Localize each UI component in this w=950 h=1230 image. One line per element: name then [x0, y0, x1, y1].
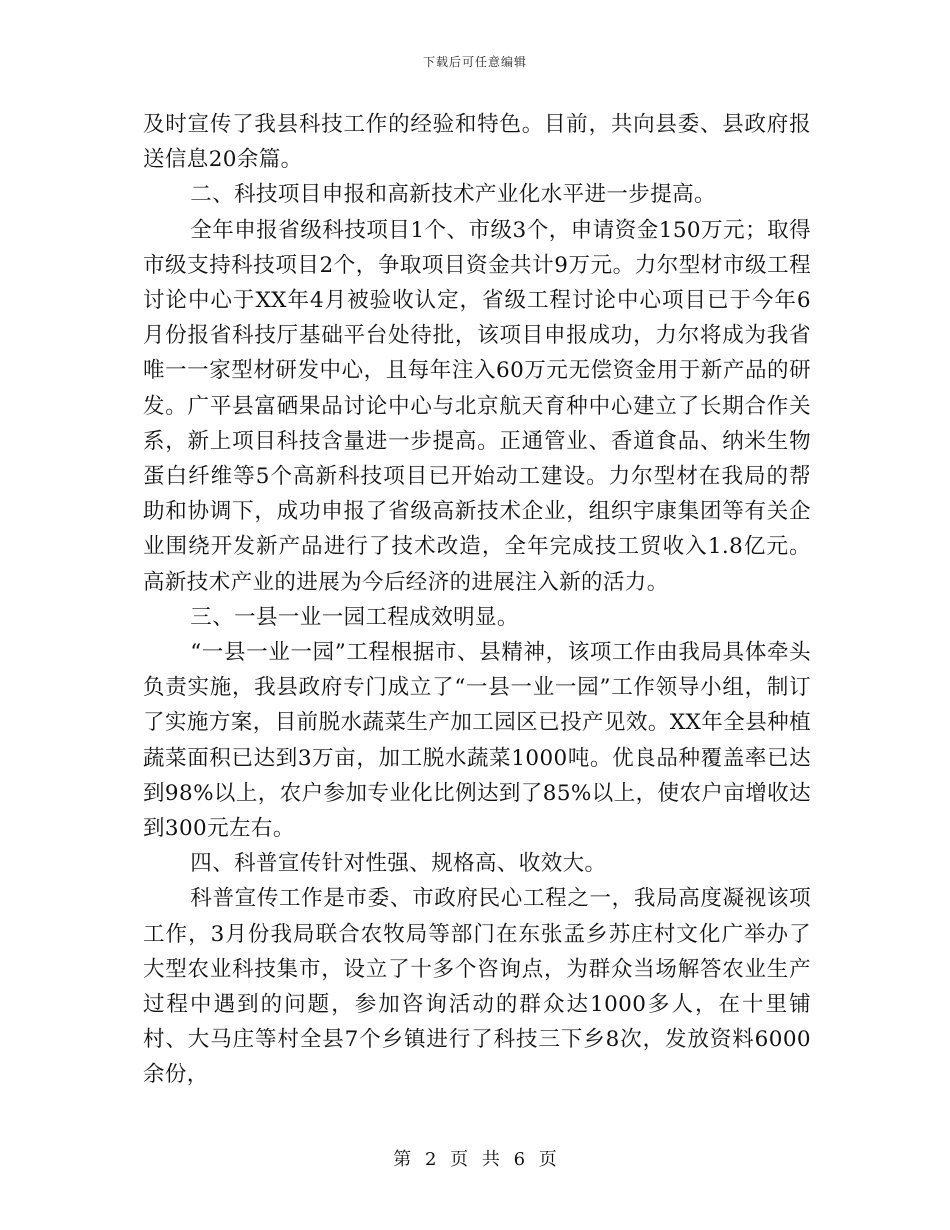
section-heading-4: 四、科普宣传针对性强、规格高、收效大。 — [190, 851, 607, 877]
section-heading-2: 二、科技项目申报和高新技术产业化水平进一步提高。 — [190, 182, 716, 208]
paragraph-4: 科普宣传工作是市委、市政府民心工程之一，我局高度凝视该项工作，3月份我局联合农牧局等部门在东张孟乡苏庄村文化广举办了大型农业科技集市，设立了十多个咨询点，为群众当场解答农业生产过程中遇到的问题，参加咨询活动的群众达1000多人，在十里铺村、大马庄等村全县7个乡镇进行了科技三下乡8次，发放资料6000余份， — [143, 886, 811, 1088]
paragraph-3: “一县一业一园”工程根据市、县精神，该项工作由我局具体牵头负责实施，我县政府专门成立了“一县一业一园”工作领导小组，制订了实施方案，目前脱水蔬菜生产加工园区已投产见效。XX年全县种植蔬菜面积已达到3万亩，加工脱水蔬菜1000吨。优良品种覆盖率已达到98%以上，农户参加专业化比例达到了85%以上，使农户亩增收达到300元左右。 — [143, 640, 811, 842]
document-body — [143, 107, 811, 1093]
paragraph-1: 及时宣传了我县科技工作的经验和特色。目前，共向县委、县政府报送信息20余篇。 — [143, 112, 811, 173]
page-header-note: 下载后可任意编辑 — [422, 55, 527, 69]
paragraph-2: 全年申报省级科技项目1个、市级3个，申请资金150万元；取得市级支持科技项目2个，争取项目资金共计9万元。力尔型材市级工程讨论中心于XX年4月被验收认定，省级工程讨论中心项目已于今年6月份报省科技厅基础平台处待批，该项目申报成功，力尔将成为我省唯一一家型材研发中心，且每年注入60万元无偿资金用于新产品的研发。广平县富硒果品讨论中心与北京航天育种中心建立了长期合作关系，新上项目科技含量进一步提高。正通管业、香道食品、纳米生物蛋白纤维等5个高新科技项目已开始动工建设。力尔型材在我局的帮助和协调下，成功申报了省级高新技术企业，组织宇康集团等有关企业围绕开发新产品进行了技术改造，全年完成技工贸收入1.8亿元。高新技术产业的进展为今后经济的进展注入新的活力。 — [143, 217, 811, 595]
section-heading-3: 三、一县一业一园工程成效明显。 — [190, 604, 519, 630]
page-number: 第 2 页 共 6 页 — [393, 1149, 557, 1170]
